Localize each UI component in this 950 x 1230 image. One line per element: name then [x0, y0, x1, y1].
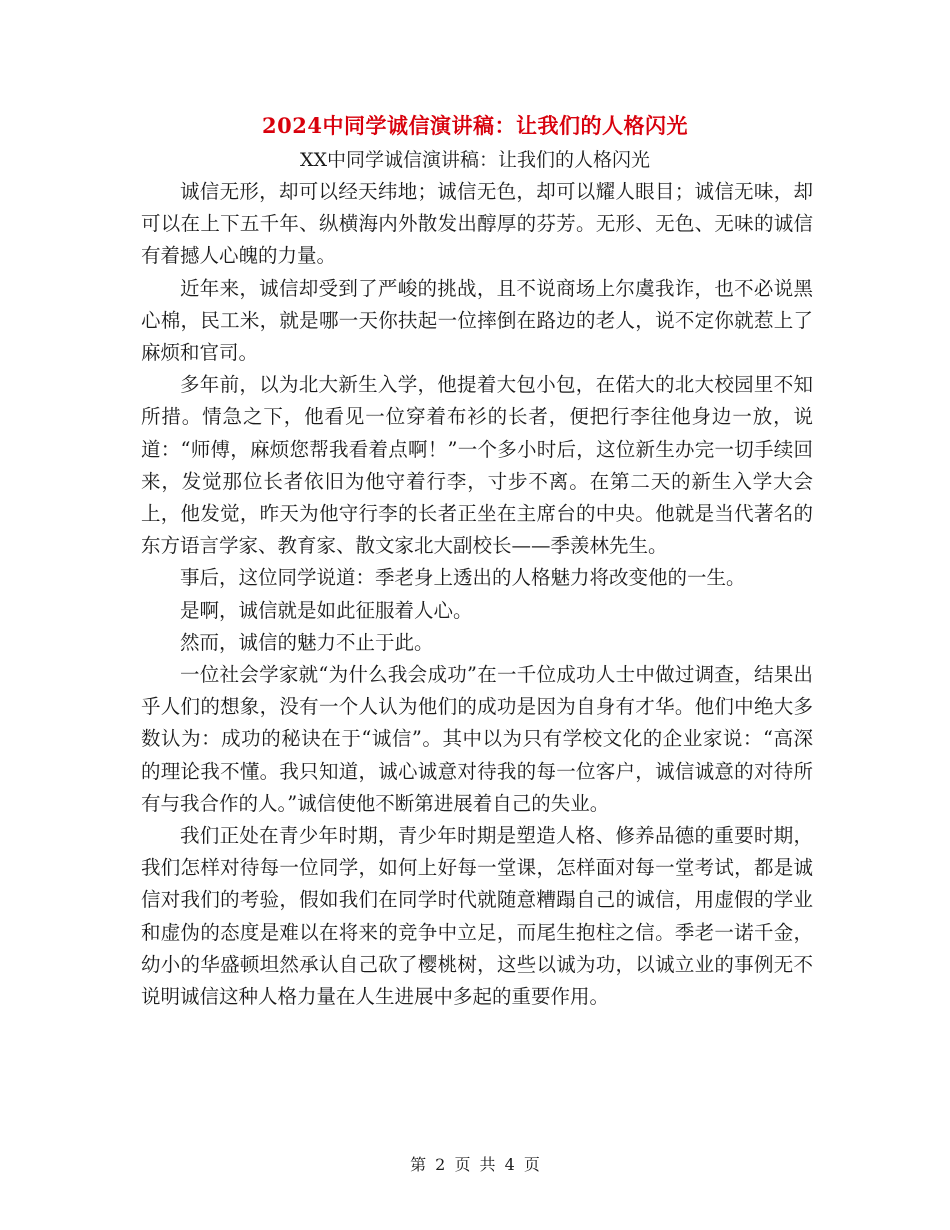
paragraph: 事后，这位同学说道：季老身上透出的人格魅力将改变他的一生。 — [180, 566, 746, 590]
document-subtitle: XX中同学诚信演讲稿：让我们的人格闪光 — [299, 149, 651, 171]
page-number-footer: 第 2 页 共 4 页 — [410, 1155, 540, 1174]
paragraph: 多年前，以为北大新生入学，他提着大包小包，在偌大的北大校园里不知所措。情急之下，他看见一位穿着布衫的长者，便把行李往他身边一放，说道：“师傅，麻烦您帮我看着点啊！”一个多小时后，这位新生办完一切手续回来，发觉那位长者依旧为他守着行李，寸步不离。在第二天的新生入学大会上，他发觉，昨天为他守行李的长者正坐在主席台的中央。他就是当代著名的东方语言学家、教育家、散文家北大副校长——季羡林先生。 — [141, 373, 813, 558]
paragraph: 我们正处在青少年时期，青少年时期是塑造人格、修养品德的重要时期，我们怎样对待每一位同学，如何上好每一堂课，怎样面对每一堂考试，都是诚信对我们的考验，假如我们在同学时代就随意糟蹋自己的诚信，用虚假的学业和虚伪的态度是难以在将来的竞争中立足，而尾生抱柱之信。季老一诺千金，幼小的华盛顿坦然承认自己砍了樱桃树，这些以诚为功，以诚立业的事例无不说明诚信这种人格力量在人生进展中多起的重要作用。 — [141, 824, 813, 1009]
paragraph: 一位社会学家就“为什么我会成功”在一千位成功人士中做过调查，结果出乎人们的想象，没有一个人认为他们的成功是因为自身有才华。他们中绝大多数认为：成功的秘诀在于“诚信”。其中以为只有学校文化的企业家说：“高深的理论我不懂。我只知道，诚心诚意对待我的每一位客户，诚信诚意的对待所有与我合作的人。”诚信使他不断第进展着自己的失业。 — [141, 663, 813, 815]
paragraph: 诚信无形，却可以经天纬地；诚信无色，却可以耀人眼目；诚信无味，却可以在上下五千年、纵横海内外散发出醇厚的芬芳。无形、无色、无味的诚信有着撼人心魄的力量。 — [141, 180, 813, 268]
document-title: 2024中同学诚信演讲稿：让我们的人格闪光 — [262, 113, 688, 138]
document-body — [141, 176, 813, 1013]
paragraph: 然而，诚信的魅力不止于此。 — [180, 630, 434, 654]
paragraph: 近年来，诚信却受到了严峻的挑战，且不说商场上尔虞我诈，也不必说黑心棉，民工米，就是哪一天你扶起一位摔倒在路边的老人，说不定你就惹上了麻烦和官司。 — [141, 276, 813, 365]
paragraph: 是啊，诚信就是如此征服着人心。 — [180, 598, 473, 622]
